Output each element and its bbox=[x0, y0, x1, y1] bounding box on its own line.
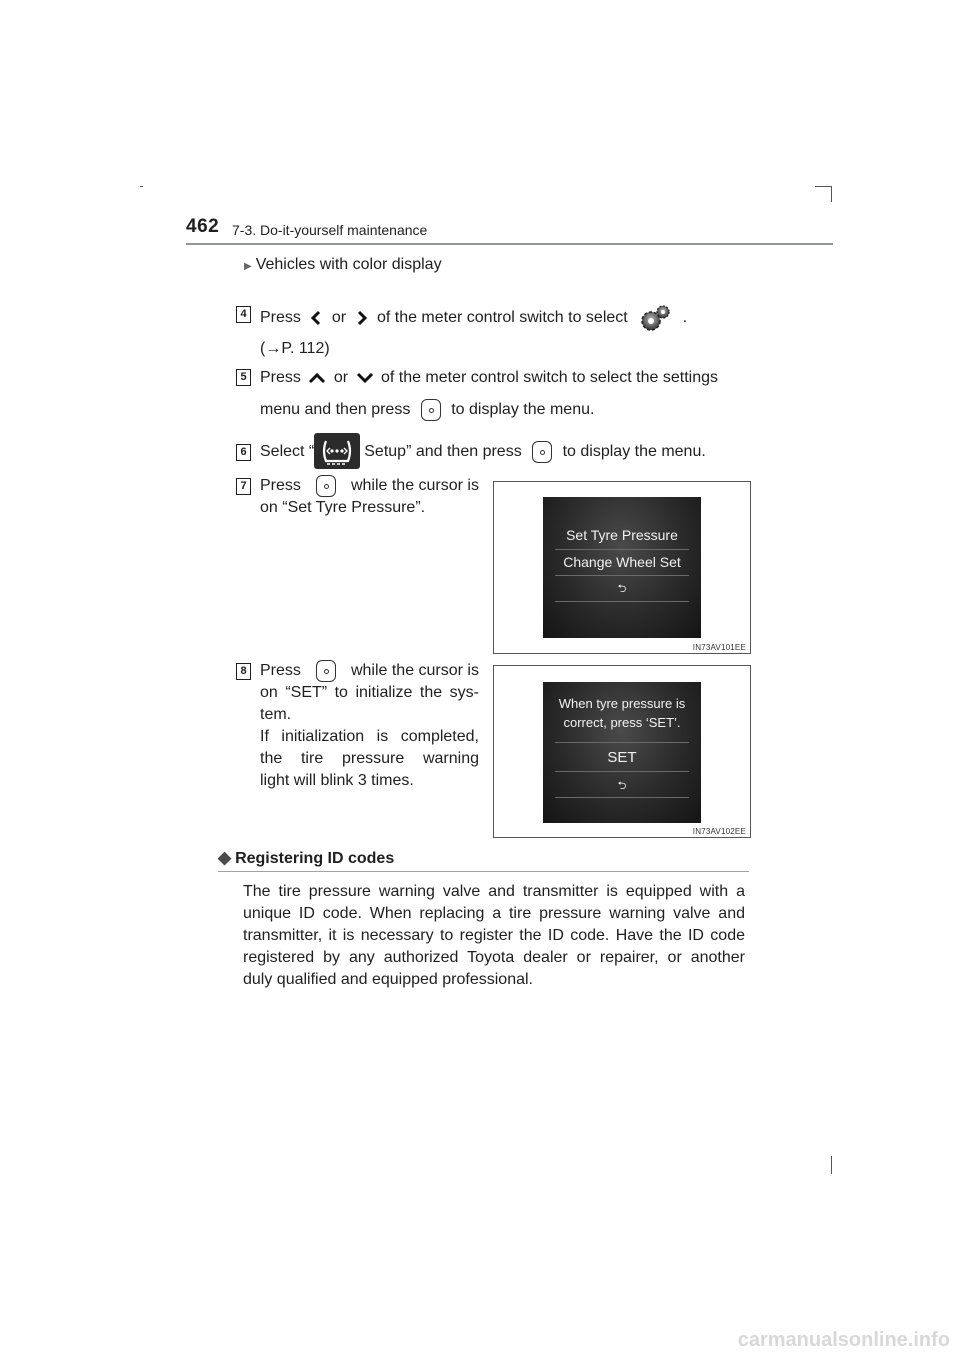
crop-mark-top-right-h bbox=[815, 186, 832, 187]
step-number-4: 4 bbox=[236, 306, 251, 323]
chevron-left-icon bbox=[305, 308, 327, 328]
paragraph-line: transmitter, it is necessary to register the ID code. Have the ID code bbox=[243, 927, 745, 944]
step-5-display-text: to display the menu. bbox=[451, 401, 595, 419]
step-6-text bbox=[260, 441, 706, 463]
step-8-note-2: the tire pressure warning bbox=[260, 750, 479, 767]
menu-item-set: SET bbox=[607, 749, 637, 766]
step-5-menu-text: menu and then press bbox=[260, 401, 411, 419]
settings-gear-icon bbox=[638, 303, 672, 333]
step-8-line-1 bbox=[260, 660, 479, 682]
step-5-or: or bbox=[333, 369, 349, 386]
back-icon: ⮌ bbox=[617, 780, 627, 792]
menu-divider bbox=[555, 742, 689, 743]
display-screen bbox=[543, 682, 701, 823]
step-6-select: Select “ bbox=[260, 443, 315, 461]
step-number-7: 7 bbox=[236, 478, 251, 495]
display-screen bbox=[543, 497, 701, 638]
crop-mark-top-left bbox=[140, 186, 143, 187]
menu-item-set-tyre-pressure: Set Tyre Pressure bbox=[566, 527, 678, 543]
step-7-press: Press bbox=[260, 477, 301, 494]
step-6-display-text: to display the menu. bbox=[562, 443, 706, 461]
step-number-8: 8 bbox=[236, 663, 251, 680]
step-5-line-1 bbox=[260, 367, 718, 389]
menu-item-change-wheel-set: Change Wheel Set bbox=[563, 554, 681, 570]
crop-mark-bottom-right bbox=[831, 1156, 832, 1174]
menu-divider bbox=[555, 771, 689, 772]
step-7-line-2: on “Set Tyre Pressure”. bbox=[260, 499, 426, 516]
menu-divider bbox=[555, 549, 689, 550]
page-number: 462 bbox=[186, 216, 220, 237]
ok-button-icon bbox=[316, 660, 336, 682]
step-8-note-3: light will blink 3 times. bbox=[260, 772, 414, 789]
registering-title: Registering ID codes bbox=[235, 850, 395, 867]
step-5-instruction: of the meter control switch to select the settings bbox=[380, 369, 718, 386]
step-8-line-2: on “SET” to initialize the sys- bbox=[260, 684, 479, 701]
paragraph-line: The tire pressure warning valve and transmitter is equipped with a bbox=[243, 883, 745, 900]
registering-paragraph bbox=[243, 881, 745, 991]
paragraph-line: registered by any authorized Toyota dealer or repairer, or another bbox=[243, 949, 745, 966]
ok-button-icon bbox=[421, 399, 441, 421]
subsection-arrow-icon: ▶ bbox=[244, 261, 252, 272]
subheading-rule bbox=[218, 871, 749, 872]
tire-pressure-setup-icon bbox=[314, 433, 360, 469]
chevron-up-icon bbox=[305, 369, 329, 387]
header-rule bbox=[186, 243, 833, 245]
crop-mark-top-right-v bbox=[831, 186, 832, 202]
message-line-2: correct, press ‘SET’. bbox=[563, 715, 681, 730]
ok-button-icon bbox=[532, 441, 552, 463]
step-8-note-1: If initialization is completed, bbox=[260, 728, 479, 745]
figure-code: IN73AV102EE bbox=[692, 827, 746, 836]
back-icon: ⮌ bbox=[617, 583, 627, 595]
step-number-5: 5 bbox=[236, 369, 251, 386]
step-6-setup-text: Setup” and then press bbox=[364, 443, 522, 461]
menu-divider bbox=[555, 601, 689, 602]
step-7-cursor-text: while the cursor is bbox=[350, 477, 479, 494]
step-8-line-3: tem. bbox=[260, 706, 292, 723]
subsection-label: Vehicles with color display bbox=[255, 256, 442, 273]
chevron-right-icon bbox=[351, 308, 373, 328]
step-4-reference: (→P. 112) bbox=[260, 340, 330, 357]
step-4-text bbox=[260, 303, 687, 333]
menu-divider bbox=[555, 575, 689, 576]
figure-set-confirm bbox=[493, 665, 751, 838]
chevron-down-icon bbox=[353, 369, 377, 387]
menu-divider bbox=[555, 797, 689, 798]
paragraph-line: duly qualified and equipped professional. bbox=[243, 971, 533, 988]
step-4-instruction: of the meter control switch to select bbox=[376, 309, 628, 327]
subsection-heading bbox=[244, 254, 442, 278]
figure-set-tyre-pressure bbox=[493, 481, 751, 654]
registering-heading bbox=[218, 848, 394, 868]
step-4-or: or bbox=[331, 309, 347, 327]
step-4-press: Press bbox=[260, 309, 301, 327]
step-5-line-2 bbox=[260, 399, 594, 421]
step-4-period: . bbox=[682, 309, 688, 327]
watermark: carmanualsonline.info bbox=[737, 1329, 950, 1351]
section-title: 7-3. Do-it-yourself maintenance bbox=[232, 222, 428, 238]
step-8-cursor-text: while the cursor is bbox=[350, 662, 479, 679]
step-number-6: 6 bbox=[236, 444, 251, 461]
paragraph-line: unique ID code. When replacing a tire pressure warning valve and bbox=[243, 905, 745, 922]
figure-code: IN73AV101EE bbox=[692, 643, 746, 652]
ok-button-icon bbox=[316, 475, 336, 497]
step-8-press: Press bbox=[260, 662, 301, 679]
diamond-bullet-icon: ◆ bbox=[218, 848, 232, 867]
step-7-line-1 bbox=[260, 475, 479, 497]
step-5-press: Press bbox=[260, 369, 301, 386]
message-line-1: When tyre pressure is bbox=[558, 696, 686, 711]
